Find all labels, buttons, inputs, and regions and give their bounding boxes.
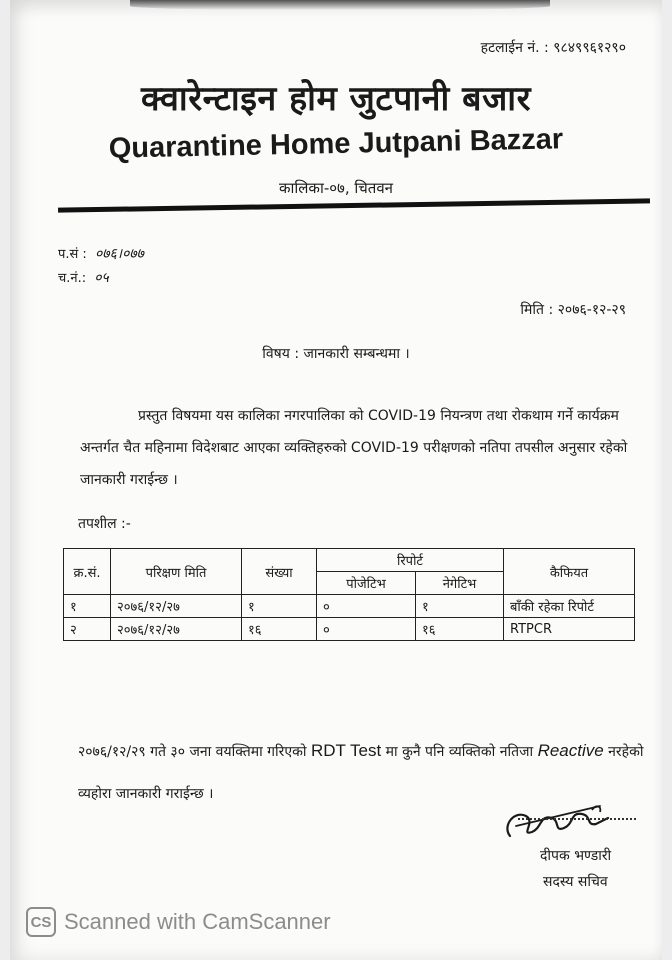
- cell-negative: १: [416, 595, 504, 618]
- cell-negative: १६: [416, 618, 504, 641]
- signature-line: [518, 818, 636, 820]
- camscanner-watermark: [26, 907, 331, 937]
- cell-count: १६: [242, 618, 317, 641]
- chalani-number: [58, 268, 109, 287]
- cell-positive: ०: [317, 618, 416, 641]
- header-sn: क्र.सं.: [64, 549, 111, 595]
- letter-date: मिति : २०७६-१२-२९: [520, 302, 626, 318]
- conclusion-part1: २०७६/१२/२९ गते ३० जना वयक्तिमा गरिएको: [78, 744, 307, 760]
- title-english: Quarantine Home Jutpani Bazzar: [108, 123, 564, 165]
- scan-shadow: [130, 0, 550, 10]
- conclusion-part2: मा कुनै पनि व्यक्तिको नतिजा: [385, 744, 534, 760]
- header-report: रिपोर्ट: [317, 549, 504, 572]
- header-count: संख्या: [242, 549, 317, 595]
- watermark-text: Scanned with CamScanner: [64, 909, 331, 934]
- table-row: [64, 595, 635, 618]
- header-negative: नेगेटिभ: [416, 572, 504, 595]
- patra-sankhya-label: प.सं :: [58, 247, 87, 262]
- cell-test-date: २०७६/१२/२७: [111, 618, 242, 641]
- conclusion-rdt-test: RDT Test: [310, 741, 382, 760]
- signatory-name: दीपक भण्डारी: [540, 848, 612, 864]
- letter-subject: विषय : जानकारी सम्बन्धमा ।: [262, 346, 410, 362]
- table-header-row: [64, 549, 635, 572]
- chalani-number-value: ०५: [94, 270, 109, 286]
- details-label: तपशील :-: [78, 516, 131, 532]
- conclusion-part3: नरहेको व्यहोरा जानकारी गराईन्छ ।: [78, 744, 644, 802]
- signature: [496, 796, 636, 846]
- cell-count: १: [242, 595, 317, 618]
- hotline-number: हटलाईन नं. : ९८४९९६१२९०: [480, 40, 626, 56]
- cell-positive: ०: [317, 595, 416, 618]
- address: कालिका-०७, चितवन: [278, 179, 394, 197]
- cell-sn: १: [64, 595, 111, 618]
- cell-remarks: RTPCR: [504, 618, 635, 641]
- cell-remarks: बाँकी रहेका रिपोर्ट: [504, 595, 635, 618]
- cell-test-date: २०७६/१२/२७: [111, 595, 242, 618]
- test-report-table: [63, 548, 635, 641]
- header-positive: पोजेटिभ: [317, 572, 416, 595]
- camscanner-logo-icon: CS: [26, 907, 56, 937]
- conclusion-reactive: Reactive: [537, 741, 604, 760]
- cell-sn: २: [64, 618, 111, 641]
- title-nepali: क्वारेन्टाइन होम जुटपानी बजार: [140, 79, 532, 119]
- signatory-title: सदस्य सचिव: [543, 874, 608, 890]
- chalani-number-label: च.नं.:: [58, 271, 87, 286]
- patra-sankhya-value: ०७६।०७७: [94, 246, 144, 262]
- header-test-date: परिक्षण मिति: [111, 549, 242, 595]
- letter-body: प्रस्तुत विषयमा यस कालिका नगरपालिका को COVID-19 नियन्त्रण तथा रोकथाम गर्ने कार्यक्रम अन्तर्गत चैत महिनामा विदेशबाट आएका व्यक्तिहरुको COVID-19 परीक्षणको नतिपा तपसील अनुसार रहेको जानकारी गराईन्छ ।: [80, 408, 628, 488]
- header-remarks: कैफियत: [504, 549, 635, 595]
- patra-sankhya: [58, 244, 144, 263]
- table-row: [64, 618, 635, 641]
